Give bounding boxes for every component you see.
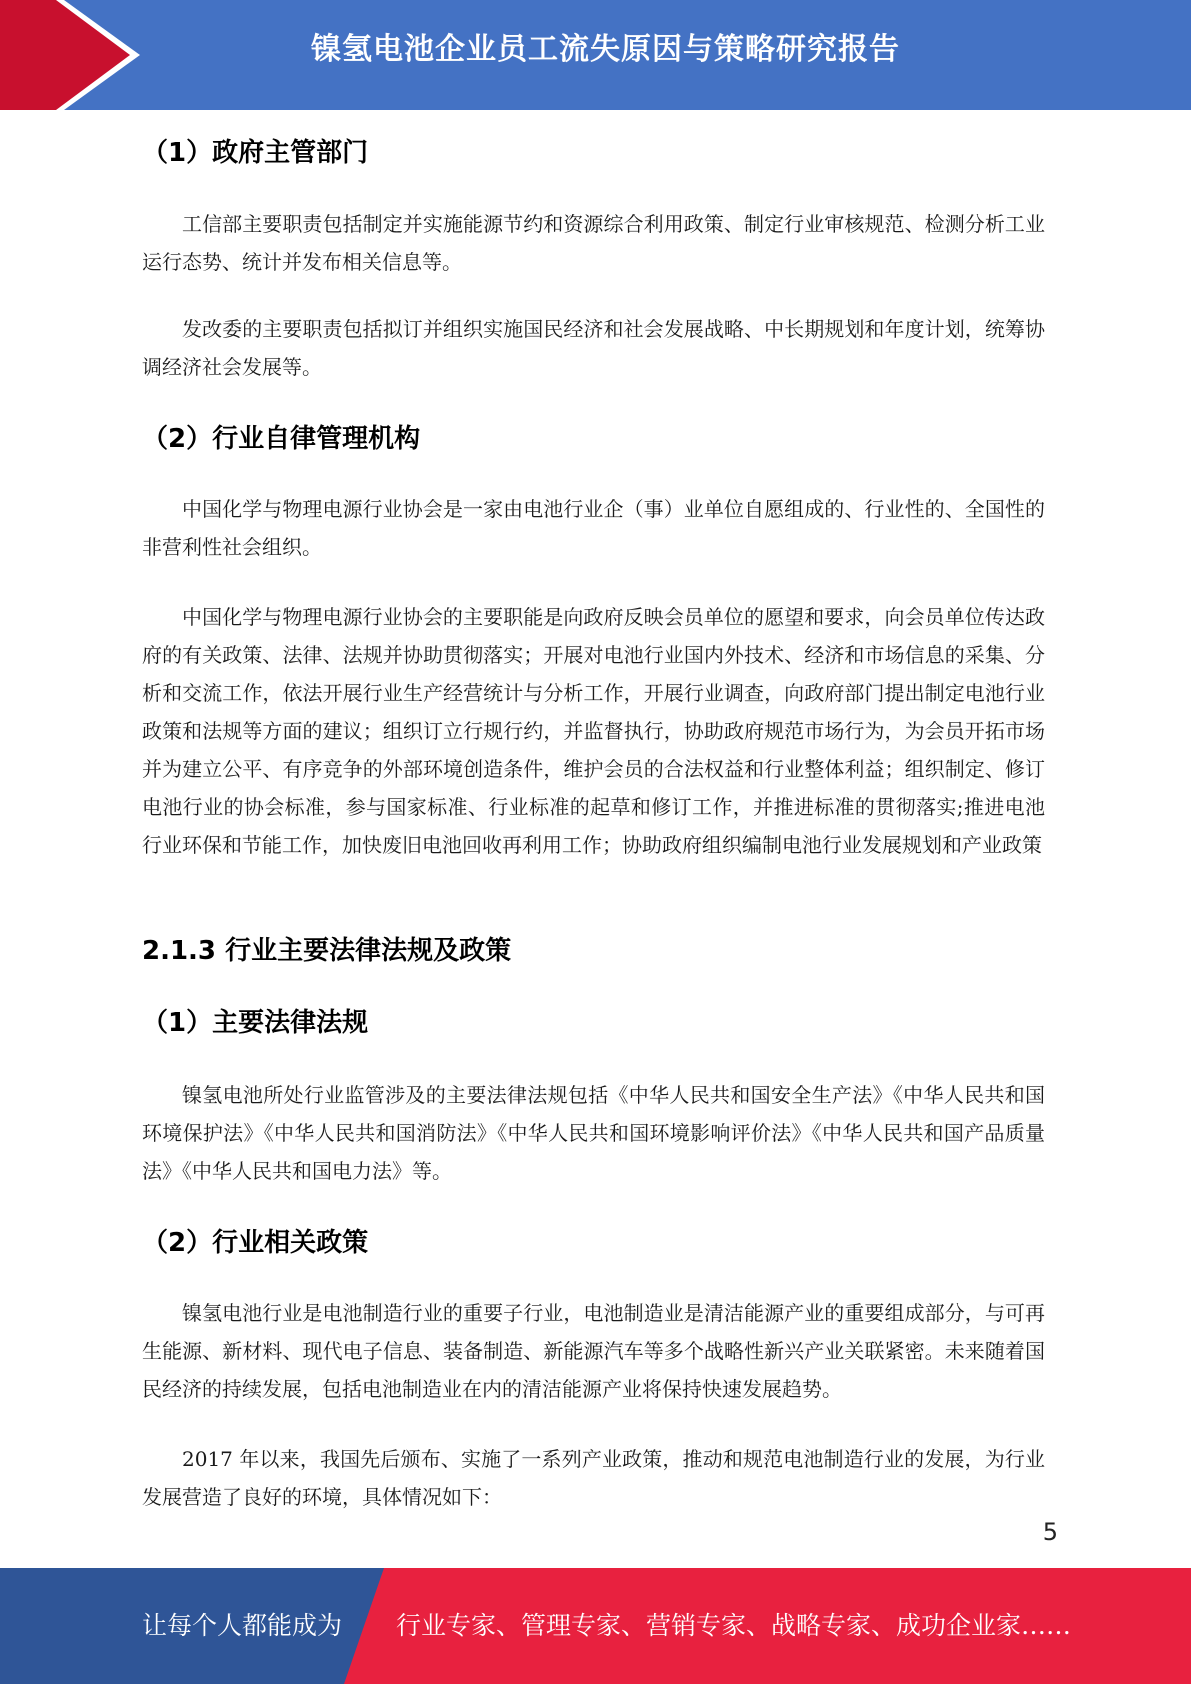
paragraph-main-laws: 镍氢电池所处行业监管涉及的主要法律法规包括《中华人民共和国安全生产法》《中华人民共和国环境保护法》《中华人民共和国消防法》《中华人民共和国环境影响评价法》《中华人民共和国产品质量法》《中华人民共和国电力法》等。 [142,1083,1045,1183]
footer-slogan-right: 行业专家、管理专家、营销专家、战略专家、成功企业家…… [396,1611,1072,1640]
paragraph-miit: 工信部主要职责包括制定并实施能源节约和资源综合利用政策、制定行业审核规范、检测分析工业运行态势、统计并发布相关信息等。 [142,212,1045,274]
heading-laws-and-policies: 2.1.3 行业主要法律法规及政策 [142,936,512,966]
paragraph-industry-overview: 镍氢电池行业是电池制造行业的重要子行业，电池制造业是清洁能源产业的重要组成部分，与可再生能源、新材料、现代电子信息、装备制造、新能源汽车等多个战略性新兴产业关联紧密。未来随着国民经济的持续发展，包括电池制造业在内的清洁能源产业将保持快速发展趋势。 [142,1301,1045,1401]
footer-slogan-left: 让每个人都能成为 [142,1611,343,1640]
heading-self-regulatory-body: （2）行业自律管理机构 [142,424,421,454]
heading-government-departments: （1）政府主管部门 [142,138,369,168]
report-title: 镍氢电池企业员工流失原因与策略研究报告 [311,32,900,67]
heading-main-laws: （1）主要法律法规 [142,1008,369,1038]
paragraph-association-functions: 中国化学与物理电源行业协会的主要职能是向政府反映会员单位的愿望和要求，向会员单位传达政府的有关政策、法律、法规并协助贯彻落实；开展对电池行业国内外技术、经济和市场信息的采集、分析和交流工作，依法开展行业生产经营统计与分析工作，开展行业调查，向政府部门提出制定电池行业政策和法规等方面的建议；组织订立行规行约，并监督执行，协助政府规范市场行为，为会员开拓市场并为建立公平、有序竞争的外部环境创造条件，维护会员的合法权益和行业整体利益；组织制定、修订电池行业的协会标准，参与国家标准、行业标准的起草和修订工作，并推进标准的贯彻落实;推进电池行业环保和节能工作，加快废旧电池回收再利用工作；协助政府组织编制电池行业发展规划和产业政策 [142,605,1045,857]
page-number: 5 [1042,1518,1058,1546]
paragraph-policy-intro: 2017 年以来，我国先后颁布、实施了一系列产业政策，推动和规范电池制造行业的发展，为行业发展营造了良好的环境，具体情况如下： [142,1447,1045,1509]
page-header [0,0,1191,110]
paragraph-ndrc: 发改委的主要职责包括拟订并组织实施国民经济和社会发展战略、中长期规划和年度计划，统筹协调经济社会发展等。 [142,317,1045,379]
paragraph-association-intro: 中国化学与物理电源行业协会是一家由电池行业企（事）业单位自愿组成的、行业性的、全国性的非营利性社会组织。 [142,497,1045,559]
heading-industry-policies: （2）行业相关政策 [142,1228,369,1258]
page-footer [0,1568,1191,1684]
